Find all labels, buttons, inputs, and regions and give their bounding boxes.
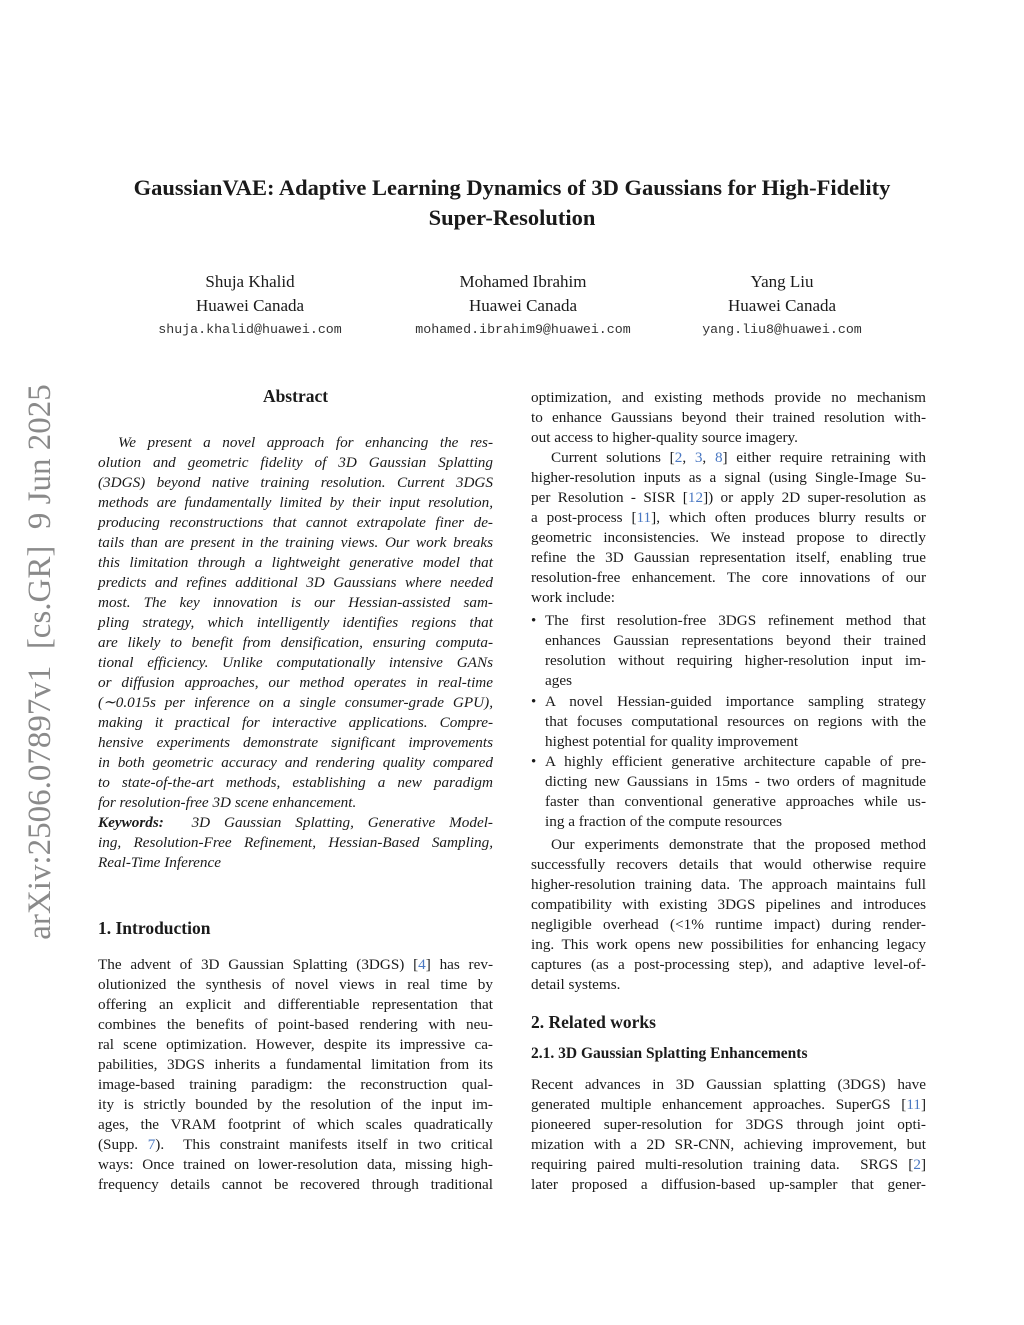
text-line xyxy=(531,488,926,508)
text-line xyxy=(531,448,926,468)
citation-link[interactable]: 3 xyxy=(694,449,703,466)
title-line: Super-Resolution xyxy=(428,205,596,230)
text-line: olutionized the synthesis of novel views in real time by xyxy=(98,976,493,993)
text-line: pabilities, 3DGS inherits a fundamental limitation from its xyxy=(98,1056,493,1073)
text-line: work include: xyxy=(531,589,615,606)
text-line: refine the 3D Gaussian representation itself, enabling true xyxy=(531,549,926,566)
text-line: A highly efficient generative architecture capable of pre- xyxy=(545,753,926,770)
text-line: ing. This work opens new possibilities for enhancing legacy xyxy=(531,936,926,953)
author-email[interactable]: yang.liu8@huawei.com xyxy=(702,322,862,337)
text-line: ing a fraction of the compute resources xyxy=(545,813,783,830)
text-line: (3DGS) beyond native training resolution. Current 3DGS xyxy=(98,474,493,491)
citation-link[interactable]: 7 xyxy=(147,1136,156,1153)
text-line: successfully recovers details that would otherwise require xyxy=(531,856,926,873)
text-line: most. The key innovation is our Hessian-assisted sam- xyxy=(98,594,493,611)
text-line: olution and geometric fidelity of 3D Gaussian Splatting xyxy=(98,454,493,471)
text-line: We present a novel approach for enhancing the res- xyxy=(118,434,493,451)
text-line: combines the benefits of point-based rendering with neu- xyxy=(98,1016,493,1033)
text-line: pling strategy, which intelligently identifies regions that xyxy=(98,614,493,631)
abstract-body xyxy=(98,433,493,813)
text-line: in both geometric accuracy and rendering quality compared xyxy=(98,754,493,771)
text-line: that focuses computational resources on regions with the xyxy=(545,713,926,730)
text-line: to enhance Gaussians beyond their trained resolution with- xyxy=(531,409,926,426)
bullet-icon: • xyxy=(531,694,537,710)
text-line: enhances Gaussian representations beyond their trained xyxy=(545,632,926,649)
text-line: offering an explicit and differentiable representation that xyxy=(98,996,493,1013)
text-span: ] xyxy=(920,1156,926,1173)
author-affiliation: Huawei Canada xyxy=(727,296,837,315)
text-line: A novel Hessian-guided importance sampling strategy xyxy=(545,693,926,710)
author-affiliation: Huawei Canada xyxy=(195,296,305,315)
text-span: The advent of 3D Gaussian Splatting (3DGS) [ xyxy=(98,956,419,973)
text-line: (∼0.015s per inference on a single consumer-grade GPU), xyxy=(98,694,493,711)
text-line: are likely to benefit from densification, ensuring computa- xyxy=(98,634,493,651)
text-line: resolution without requiring higher-resolution input im- xyxy=(545,652,926,669)
text-line: higher-resolution inputs as a signal (using Single-Image Su- xyxy=(531,469,926,486)
text-line xyxy=(98,955,493,975)
text-line: resolution-free enhancement. The core innovations of our xyxy=(531,569,926,586)
text-span: (Supp. xyxy=(98,1136,148,1153)
text-line xyxy=(531,508,926,528)
bullet-text xyxy=(531,611,926,691)
text-line: pioneered super-resolution for 3DGS through joint opti- xyxy=(531,1116,926,1133)
text-line xyxy=(98,813,493,833)
bullet-text xyxy=(531,692,926,752)
abstract-heading: Abstract xyxy=(262,386,329,406)
contribution-bullet xyxy=(531,692,926,752)
related-paragraph xyxy=(531,1075,926,1195)
intro-paragraph xyxy=(531,448,926,608)
text-span: , xyxy=(682,449,695,466)
text-line: image-based training paradigm: the reconstruction qual- xyxy=(98,1076,493,1093)
text-span: ). This constraint manifests itself in two critical xyxy=(155,1136,493,1153)
keywords xyxy=(98,813,493,873)
text-line: ways: Once trained on lower-resolution data, missing high- xyxy=(98,1156,493,1173)
citation-link[interactable]: 12 xyxy=(687,489,704,506)
text-span: generated multiple enhancement approaches. SuperGS [ xyxy=(531,1096,907,1113)
text-span: ] has rev- xyxy=(425,956,493,973)
intro-paragraph xyxy=(98,955,493,1195)
text-line: producing reconstructions that cannot extrapolate finer de- xyxy=(98,514,493,531)
text-span: a post-process [ xyxy=(531,509,637,526)
text-line: frequency details cannot be recovered through traditional xyxy=(98,1176,493,1193)
author-email[interactable]: mohamed.ibrahim9@huawei.com xyxy=(415,322,631,337)
text-line: tails than are present in the training views. Our work breaks xyxy=(98,534,493,551)
text-line: highest potential for quality improvement xyxy=(545,733,799,750)
text-line: geometric inconsistencies. We instead propose to directly xyxy=(531,529,926,546)
text-line xyxy=(531,1095,926,1115)
citation-link[interactable]: 11 xyxy=(906,1096,921,1113)
author-name: Yang Liu xyxy=(750,272,814,291)
text-line: this limitation through a lightweight generative model that xyxy=(98,554,493,571)
title-line: GaussianVAE: Adaptive Learning Dynamics of 3D Gaussians for High-Fidelity xyxy=(133,175,891,200)
text-line: Real-Time Inference xyxy=(98,854,221,871)
text-line xyxy=(98,1135,493,1155)
citation-link[interactable]: 8 xyxy=(714,449,723,466)
text-span: ]) or apply 2D super-resolution as xyxy=(703,489,926,506)
author-affiliation: Huawei Canada xyxy=(468,296,578,315)
text-line: mization with a 2D SR-CNN, achieving improvement, but xyxy=(531,1136,926,1153)
intro-paragraph xyxy=(531,835,926,995)
bullet-text xyxy=(531,752,926,832)
text-span: 3D Gaussian Splatting, Generative Model- xyxy=(163,814,493,831)
paper-title xyxy=(0,173,1024,233)
intro-paragraph-continued xyxy=(531,388,926,448)
text-span: ], which often produces blurry results or xyxy=(651,509,926,526)
text-span: per Resolution - SISR [ xyxy=(531,489,688,506)
contribution-bullet xyxy=(531,611,926,691)
text-line: hensive experiments demonstrate significant improvements xyxy=(98,734,493,751)
text-span: , xyxy=(702,449,715,466)
text-line: ages, the VRAM footprint of which scales quadratically xyxy=(98,1116,493,1133)
text-line: detail systems. xyxy=(531,976,621,993)
text-line xyxy=(531,1155,926,1175)
text-line: compatibility with existing 3DGS pipelines and introduces xyxy=(531,896,926,913)
subsection-heading: 2.1. 3D Gaussian Splatting Enhancements xyxy=(531,1045,808,1062)
bullet-icon: • xyxy=(531,754,537,770)
text-line: ages xyxy=(545,672,572,689)
author-block xyxy=(632,270,932,342)
text-line: out access to higher-quality source imagery. xyxy=(531,429,798,446)
arxiv-identifier-stamp: arXiv:2506.07897v1 [cs.GR] 9 Jun 2025 xyxy=(22,384,58,940)
text-line: later proposed a diffusion-based up-sampler that gener- xyxy=(531,1176,926,1193)
text-span: Keywords: xyxy=(98,814,164,831)
text-line: Our experiments demonstrate that the proposed method xyxy=(551,836,926,853)
text-line: captures (as a post-processing step), and adaptive level-of- xyxy=(531,956,926,973)
author-email[interactable]: shuja.khalid@huawei.com xyxy=(158,322,342,337)
citation-link[interactable]: 11 xyxy=(636,509,652,526)
citation-link[interactable]: 4 xyxy=(418,956,426,973)
text-line: optimization, and existing methods provide no mechanism xyxy=(531,389,926,406)
text-line: ing, Resolution-Free Refinement, Hessian-Based Sampling, xyxy=(98,834,493,851)
text-line: faster than conventional generative approaches while us- xyxy=(545,793,926,810)
author-name: Mohamed Ibrahim xyxy=(459,272,587,291)
text-line: dicting new Gaussians in 15ms - two orders of magnitude xyxy=(545,773,926,790)
author-name: Shuja Khalid xyxy=(205,272,295,291)
text-line: predicts and refines additional 3D Gaussians where needed xyxy=(98,574,493,591)
text-line: Recent advances in 3D Gaussian splatting (3DGS) have xyxy=(531,1076,926,1093)
text-span: ] either require retraining with xyxy=(722,449,927,466)
text-line: to state-of-the-art methods, establishing a new paradigm xyxy=(98,774,493,791)
citation-link[interactable]: 2 xyxy=(674,449,683,466)
text-line: methods are fundamentally limited by their input resolution, xyxy=(98,494,493,511)
text-line: The first resolution-free 3DGS refinement method that xyxy=(545,612,926,629)
section-heading-introduction: 1. Introduction xyxy=(98,918,211,938)
text-span: ] xyxy=(920,1096,926,1113)
bullet-icon: • xyxy=(531,613,537,629)
text-line: making it practical for interactive applications. Compre- xyxy=(98,714,493,731)
text-span: Current solutions [ xyxy=(551,449,675,466)
text-line: ity is strictly bounded by the resolution of the input im- xyxy=(98,1096,493,1113)
contribution-bullet xyxy=(531,752,926,832)
text-line: or diffusion approaches, our method operates in real-time xyxy=(98,674,493,691)
text-line: negligible overhead (<1% runtime impact) during render- xyxy=(531,916,926,933)
text-line: for resolution-free 3D scene enhancement. xyxy=(98,794,357,811)
author-block xyxy=(373,270,673,342)
citation-link[interactable]: 2 xyxy=(913,1156,921,1173)
text-line: tional efficiency. Unlike computationally intensive GANs xyxy=(98,654,493,671)
text-line: ral scene optimization. However, despite its impressive ca- xyxy=(98,1036,493,1053)
author-block xyxy=(100,270,400,342)
text-line: higher-resolution training data. The approach maintains full xyxy=(531,876,926,893)
text-span: requiring paired multi-resolution training data. SRGS [ xyxy=(531,1156,914,1173)
section-heading-related-works: 2. Related works xyxy=(531,1012,656,1032)
